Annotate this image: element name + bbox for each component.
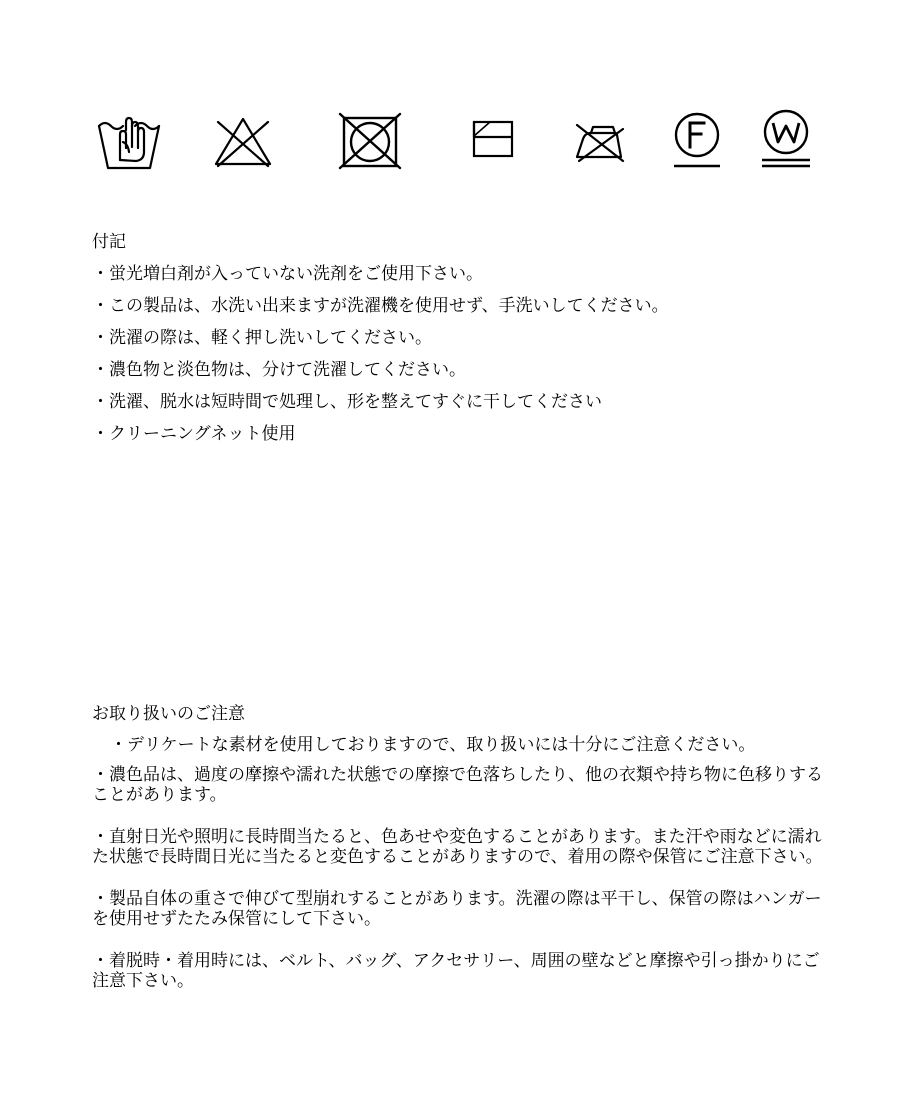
caution-paragraph: ・製品自体の重さで伸びて型崩れすることがあります。洗濯の際は平干し、保管の際はハンガーを使用せずたたみ保管にして下さい。 xyxy=(92,889,822,929)
notes-list xyxy=(92,263,892,455)
dry-clean-f-icon xyxy=(668,110,726,172)
line-dry-shade-icon xyxy=(470,119,516,159)
caution-paragraph: ・濃色品は、過度の摩擦や濡れた状態での摩擦で色落ちしたり、他の衣類や持ち物に色移りすることがあります。 xyxy=(92,765,823,805)
list-item: ・洗濯の際は、軽く押し洗いしてください。 xyxy=(92,328,432,348)
list-item: ・洗濯、脱水は短時間で処理し、形を整えてすぐに干してください xyxy=(92,392,602,412)
notes-heading: 付記 xyxy=(92,232,126,252)
list-item: ・濃色物と淡色物は、分けて洗濯してください。 xyxy=(92,360,466,380)
list-item: ・蛍光増白剤が入っていない洗剤をご使用下さい。 xyxy=(92,264,483,284)
caution-paragraph: ・着脱時・着用時には、ベルト、バッグ、アクセサリー、周囲の壁などと摩擦や引っ掛かりにご注意下さい。 xyxy=(92,951,820,991)
caution-heading: お取り扱いのご注意 xyxy=(92,704,245,724)
caution-section xyxy=(92,703,832,991)
list-item: ・この製品は、水洗い出来ますが洗濯機を使用せず、手洗いしてください。 xyxy=(92,296,669,316)
list-item: ・クリーニングネット使用 xyxy=(92,424,296,444)
caution-paragraph: ・直射日光や照明に長時間当たると、色あせや変色することがあります。また汗や雨などに濡れた状態で長時間日光に当たると変色することがありますので、着用の際や保管にご注意下さい。 xyxy=(92,827,823,867)
notes-section xyxy=(92,231,892,455)
caution-paragraph: ・デリケートな素材を使用しておりますので、取り扱いには十分にご注意ください。 xyxy=(110,735,756,755)
no-tumble-dry-icon xyxy=(338,112,402,170)
hand-wash-icon xyxy=(96,114,162,172)
no-iron-icon xyxy=(573,123,627,163)
wet-clean-w-icon xyxy=(756,108,816,172)
care-symbols-row xyxy=(0,0,920,200)
no-bleach-icon xyxy=(210,116,276,168)
